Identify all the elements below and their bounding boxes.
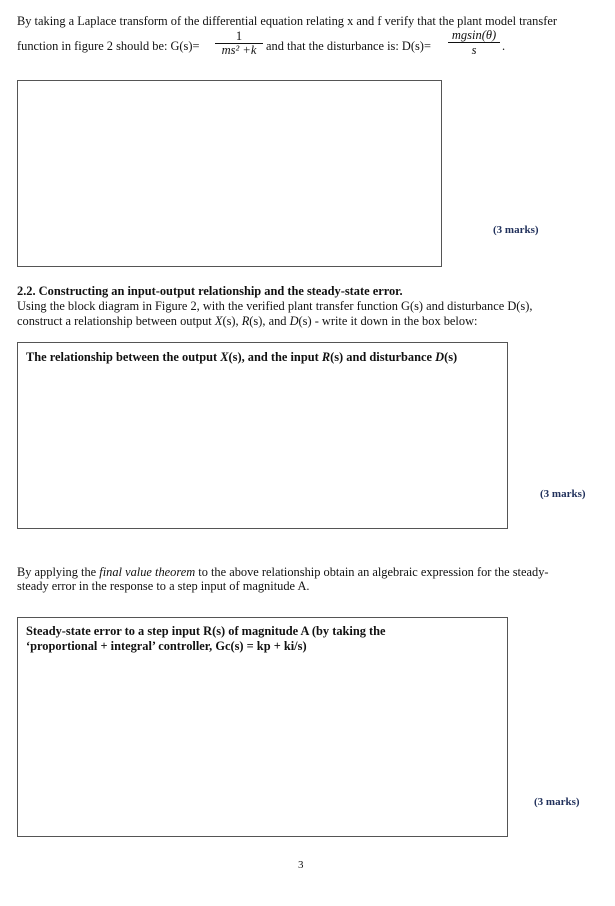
intro-line-2-prefix: function in figure 2 should be: G(s)= — [17, 39, 200, 53]
fvt-text: to the above relationship obtain an algebraic expression for the steady- — [195, 565, 549, 579]
fvt-text: By applying the — [17, 565, 100, 579]
marks-label-1: (3 marks) — [493, 224, 539, 236]
symbol-d: D — [435, 350, 445, 364]
symbol-d: D — [289, 314, 299, 328]
g-denominator: ms² +k — [215, 43, 263, 57]
page-number: 3 — [298, 859, 304, 871]
answer-box-relationship[interactable] — [17, 342, 508, 529]
box-title-steady-state-line-2: ‘proportional + integral’ controller, Gc(s) = kp + ki/s) — [26, 639, 307, 653]
symbol-r: R — [241, 314, 250, 328]
d-numerator: mgsin(θ) — [451, 28, 497, 42]
d-denominator: s — [448, 42, 500, 57]
fvt-line-2: steady error in the response to a step input of magnitude A. — [17, 579, 310, 593]
title-text: (s), and the input — [228, 350, 322, 364]
box-title-steady-state-line-1: Steady-state error to a step input R(s) of magnitude A (by taking the — [26, 624, 386, 638]
intro-period: . — [502, 39, 506, 53]
body-text: (s) - write it down in the box below: — [298, 314, 478, 328]
body-text: (s), — [222, 314, 242, 328]
fvt-italic: final value theorem — [99, 565, 196, 579]
title-text: (s) — [444, 350, 458, 364]
g-fraction — [215, 30, 263, 57]
d-fraction — [448, 28, 500, 57]
fvt-line-1 — [17, 565, 549, 580]
g-numerator: 1 — [235, 29, 243, 43]
marks-label-3: (3 marks) — [534, 796, 580, 808]
section-2-2-heading: 2.2. Constructing an input-output relationship and the steady-state error. — [17, 284, 403, 298]
section-2-2-body-line-2 — [17, 314, 477, 329]
body-text: construct a relationship between output — [17, 314, 215, 328]
symbol-r: R — [321, 350, 331, 364]
section-2-2-body-line-1: Using the block diagram in Figure 2, with the verified plant transfer function G(s) and disturbance D(s), — [17, 299, 533, 313]
symbol-x: X — [214, 314, 223, 328]
answer-box-laplace[interactable] — [17, 80, 442, 267]
symbol-x: X — [220, 350, 229, 364]
box-title-relationship — [26, 349, 457, 365]
title-text: The relationship between the output — [26, 350, 221, 364]
intro-line-2-mid: and that the disturbance is: D(s)= — [266, 39, 431, 53]
intro-line-1: By taking a Laplace transform of the differential equation relating x and f verify that the plant model transfer — [17, 14, 557, 28]
title-text: (s) and disturbance — [330, 350, 436, 364]
body-text: (s), and — [249, 314, 290, 328]
answer-box-steady-state-error[interactable] — [17, 617, 508, 837]
marks-label-2: (3 marks) — [540, 488, 586, 500]
